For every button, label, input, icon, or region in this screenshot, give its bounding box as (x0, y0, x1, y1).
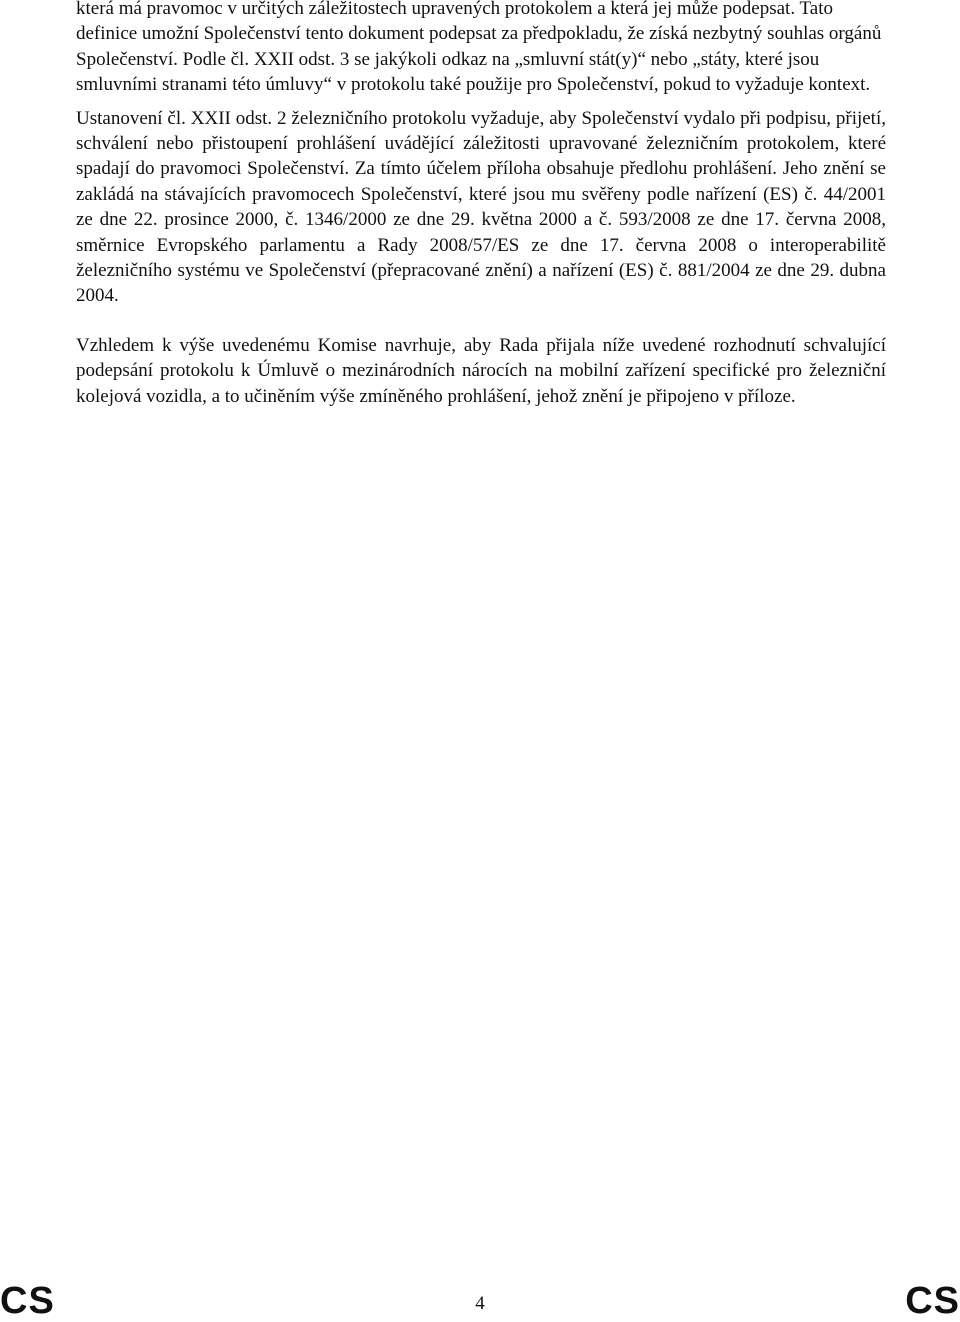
paragraph-vzhledem: Vzhledem k výše uvedenému Komise navrhuje, aby Rada přijala níže uvedené rozhodnutí schvalující podepsání protokolu k Úmluvě o mezinárodních nárocích na mobilní zařízení specifické pro železniční kolejová vozidla, a to učiněním výše zmíněného prohlášení, jehož znění je připojeno v příloze. (76, 334, 886, 407)
language-code-left: CS (0, 1280, 55, 1322)
page-number: 4 (475, 1293, 485, 1314)
document-body (76, 0, 886, 409)
paragraph-ustanoveni: Ustanovení čl. XXII odst. 2 železničního protokolu vyžaduje, aby Společenství vydalo při podpisu, přijetí, schválení nebo přistoupení prohlášení uvádějící záležitosti upravované železničním protokolem, které spadají do pravomoci Společenství. Za tímto účelem příloha obsahuje předlohu prohlášení. Jeho znění se zakládá na stávajících pravomocech Společenství, které jsou mu svěřeny podle nařízení (ES) č. 44/2001 ze dne 22. prosince 2000, č. 1346/2000 ze dne 29. května 2000 a č. 593/2008 ze dne 17. června 2008, směrnice Evropského parlamentu a Rady 2008/57/ES ze dne 17. června 2008 o interoperabilitě železničního systému ve Společenství (přepracované znění) a nařízení (ES) č. 881/2004 ze dne 29. dubna 2004. (76, 107, 886, 307)
page-footer (0, 1282, 960, 1320)
paragraph-intro: která má pravomoc v určitých záležitostech upravených protokolem a která jej může podepsat. Tato definice umožní Společenství tento dokument podepsat za předpokladu, že získá nezbytný souhlas orgánů Společenství. Podle čl. XXII odst. 3 se jakýkoli odkaz na „smluvní stát(y)“ nebo „státy, které jsou smluvními stranami této úmluvy“ v protokolu také použije pro Společenství, pokud to vyžaduje kontext. (76, 0, 882, 96)
language-code-right: CS (905, 1280, 960, 1322)
